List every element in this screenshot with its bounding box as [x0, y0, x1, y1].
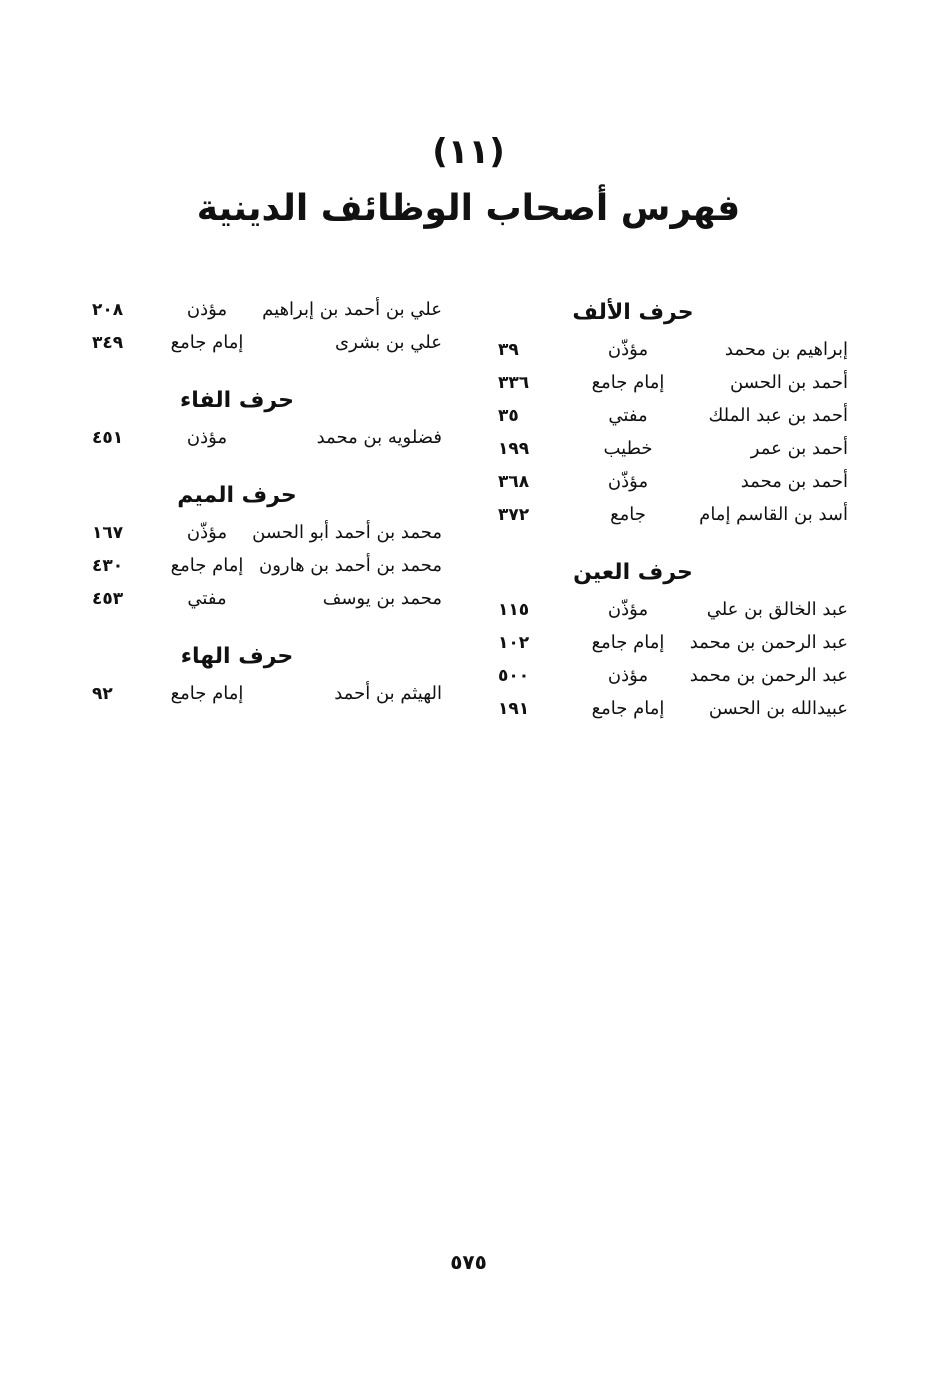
entry-name: علي بن بشرى	[335, 332, 442, 353]
entry-role: إمام جامع	[170, 555, 244, 576]
entry-list	[92, 293, 442, 359]
entry-page: ١٠٢	[498, 633, 530, 653]
entry-name: أحمد بن عمر	[750, 438, 848, 459]
entry-page: ٤٥١	[92, 428, 124, 448]
entry-name: عبد الرحمن بن محمد	[689, 665, 848, 686]
entry-role: مؤذن	[186, 427, 228, 448]
index-entry	[92, 677, 442, 710]
entry-list	[498, 593, 848, 725]
letter-heading: حرف الألف	[572, 300, 694, 325]
entry-role: مفتي	[187, 588, 227, 609]
entry-role: إمام جامع	[170, 683, 244, 704]
entry-list	[92, 421, 442, 454]
entry-page: ٣٥	[498, 406, 519, 426]
entry-name: عبد الخالق بن علي	[706, 599, 848, 620]
entry-name: عبد الرحمن بن محمد	[689, 632, 848, 653]
page-header	[0, 130, 937, 236]
entry-list	[92, 677, 442, 710]
entry-page: ٤٣٠	[92, 556, 124, 576]
entry-page: ٣٤٩	[92, 333, 124, 353]
entry-page: ٣٧٢	[498, 505, 530, 525]
index-entry	[498, 432, 848, 465]
entry-page: ٣٩	[498, 340, 519, 360]
index-entry	[498, 659, 848, 692]
entry-page: ١١٥	[498, 600, 530, 620]
entry-role: إمام جامع	[170, 332, 244, 353]
entry-page: ٢٠٨	[92, 300, 124, 320]
entry-list	[92, 516, 442, 615]
entry-role: إمام جامع	[591, 372, 665, 393]
entry-page: ١٩٩	[498, 439, 530, 459]
entry-page: ٣٦٨	[498, 472, 530, 492]
entry-name: فضلويه بن محمد	[316, 427, 442, 448]
entry-role: مفتي	[608, 405, 648, 426]
entry-name: أحمد بن الحسن	[729, 372, 848, 393]
index-column-right	[498, 293, 848, 747]
page-number: ٥٧٥	[450, 1250, 487, 1274]
page-title: فهرس أصحاب الوظائف الدينية	[196, 188, 741, 229]
entry-role: مؤذّن	[186, 522, 228, 543]
entry-role: مؤذن	[607, 665, 649, 686]
index-entry	[92, 293, 442, 326]
entry-role: مؤذن	[186, 299, 228, 320]
entry-name: عبيدالله بن الحسن	[708, 698, 848, 719]
entry-role: جامع	[610, 504, 646, 525]
entry-role: خطيب	[603, 438, 653, 459]
entry-page: ١٦٧	[92, 523, 124, 543]
entry-name: أحمد بن محمد	[740, 471, 848, 492]
letter-heading: حرف الهاء	[180, 644, 294, 669]
entry-page: ٤٥٣	[92, 589, 124, 609]
entry-name: أسد بن القاسم إمام	[699, 504, 848, 525]
entry-name: محمد بن أحمد بن هارون	[259, 555, 442, 576]
index-entry	[92, 516, 442, 549]
section-number: (١١)	[432, 132, 505, 172]
entry-page: ٩٢	[92, 684, 113, 704]
letter-heading: حرف الميم	[177, 483, 297, 508]
index-entry	[498, 593, 848, 626]
entry-name: أحمد بن عبد الملك	[708, 405, 848, 426]
letter-heading: حرف الفاء	[180, 388, 294, 413]
index-entry	[498, 692, 848, 725]
letter-heading: حرف العين	[573, 560, 693, 585]
entry-name: إبراهيم بن محمد	[724, 339, 848, 360]
index-entry	[92, 326, 442, 359]
index-entry	[92, 421, 442, 454]
index-entry	[498, 333, 848, 366]
index-column-left	[92, 293, 442, 732]
entry-role: مؤذّن	[607, 339, 649, 360]
entry-name: محمد بن يوسف	[322, 588, 442, 609]
index-entry	[498, 366, 848, 399]
entry-page: ٣٣٦	[498, 373, 530, 393]
entry-name: علي بن أحمد بن إبراهيم	[262, 299, 442, 320]
entry-name: الهيثم بن أحمد	[334, 683, 442, 704]
entry-role: إمام جامع	[591, 632, 665, 653]
entry-name: محمد بن أحمد أبو الحسن	[252, 522, 442, 543]
entry-page: ٥٠٠	[498, 666, 530, 686]
entry-page: ١٩١	[498, 699, 530, 719]
index-entry	[498, 399, 848, 432]
index-entry	[498, 626, 848, 659]
entry-role: إمام جامع	[591, 698, 665, 719]
index-entry	[498, 498, 848, 531]
index-entry	[498, 465, 848, 498]
index-entry	[92, 582, 442, 615]
entry-role: مؤذّن	[607, 599, 649, 620]
index-entry	[92, 549, 442, 582]
entry-list	[498, 333, 848, 531]
entry-role: مؤذّن	[607, 471, 649, 492]
